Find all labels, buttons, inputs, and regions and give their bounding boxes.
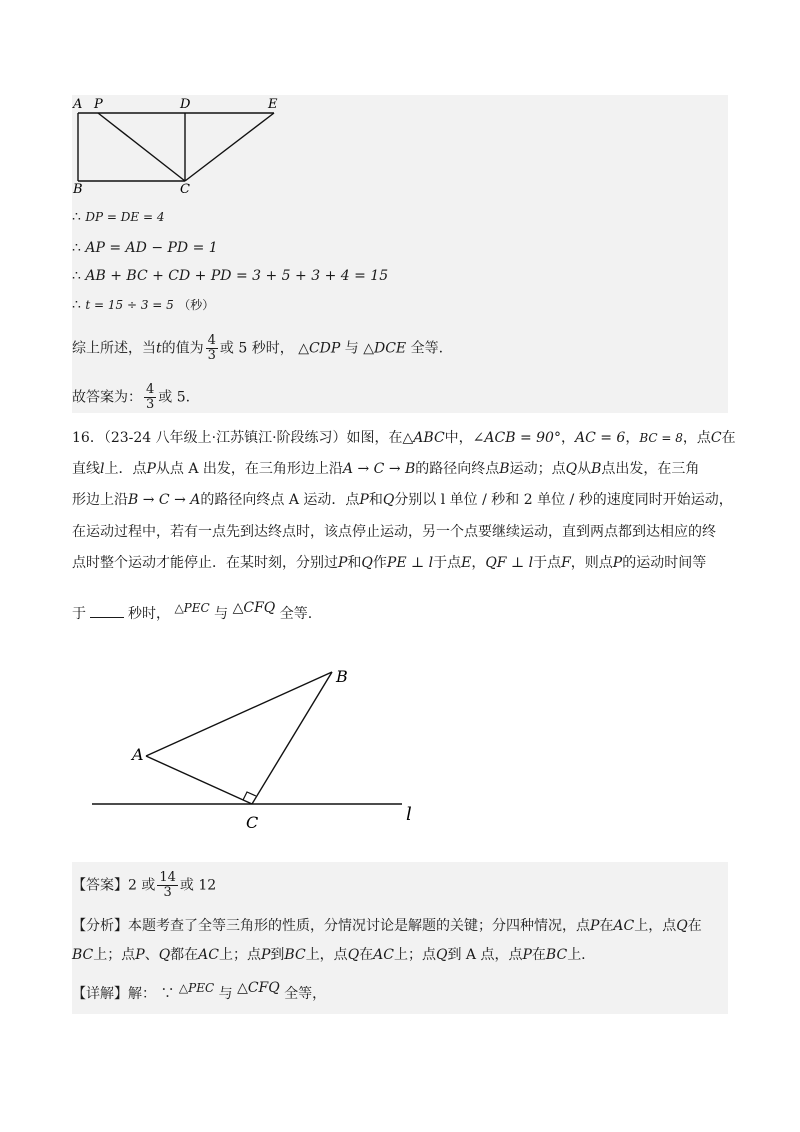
label-C: C [180,182,190,195]
frac-num: 4 [207,333,216,348]
text: 上；点 [219,947,261,963]
seg-ac: AC [373,947,394,963]
point-q: Q [347,947,360,963]
perp-qf: QF ⊥ l [485,555,534,571]
text: 秒时， [128,606,170,622]
var-t: t [156,340,162,357]
len-bc: BC = 8 [639,431,683,445]
answer-line [72,383,190,412]
point-p: P [612,555,623,571]
point-q: Q [361,555,373,571]
text: 上，点 [634,918,677,934]
because-symbol: ∵ [160,986,175,1002]
figure-triangle-abc [80,660,440,840]
point-q: Q [436,947,448,963]
point-f: F [561,555,571,571]
triangle-pec: △PEC [178,981,215,995]
text: 全等. [279,606,313,622]
text: 的路径向终点 A 运动．点 [200,492,360,508]
text: 作 [372,555,387,571]
text: 形边上沿 [72,492,128,508]
seg-bc: BC [545,947,568,963]
triangle-dce: △DCE [363,340,407,357]
conclusion-line [72,334,443,363]
label-l: l [406,804,412,825]
analysis-line-1 [72,916,702,936]
text: 在 [687,918,702,934]
text: ， [471,555,486,571]
step-2 [72,238,218,258]
word-yu: 与 [344,340,359,357]
step-4 [72,295,214,315]
text: 上. [567,947,586,963]
text: 的路径向终点 [415,461,500,477]
point-p: P [135,947,145,963]
answer-blank[interactable] [90,603,124,618]
text: 上；点 [93,947,136,963]
line-l: l [100,461,105,477]
conclusion-suffix: 全等. [410,340,444,357]
therefore-symbol: ∴ [72,209,81,225]
point-b: B [499,461,510,477]
step-1-expr: DP = DE = 4 [85,210,165,224]
seg-ac: AC [198,947,219,963]
seg-bc: BC [284,947,306,963]
text: ，则点 [570,555,613,571]
step-3 [72,266,388,286]
problem16-line-6 [72,600,313,624]
detail-line [72,980,327,1004]
text: 点时整个运动才能停止．在某时刻，分别过 [72,555,338,571]
step-4-expr: t = 15 ÷ 3 = 5 [85,298,174,312]
point-q: Q [382,492,395,508]
text: 本题考查了全等三角形的性质，分情况讨论是解题的关键；分四种情况，点 [128,918,590,934]
answer16-line [72,871,216,900]
label-D: D [180,97,191,112]
text: 到 A 点，点 [447,947,523,963]
point-p: P [338,555,348,571]
text: ，点 [682,430,711,446]
text: 在 [531,947,546,963]
point-e: E [461,555,472,571]
point-q: Q [565,461,578,477]
point-b: B [591,461,602,477]
text: 在运动过程中，若有一点先到达终点时，该点停止运动，另一个点要继续运动，直到两点都到达相应的终 [72,524,716,540]
frac-den: 3 [146,397,155,412]
text: 和 [368,492,383,508]
answer-v1: 2 或 [128,877,156,894]
triangle-abc: △ABC [402,430,445,446]
triangle-cfq: △CFQ [232,600,276,616]
perp-pe: PE ⊥ l [386,555,434,571]
text: 点出发，在三角 [601,461,700,477]
path-bca: B → C → A [128,492,201,508]
problem16-line-1 [72,428,736,448]
conclusion-mid: 的值为 [161,340,204,357]
text: 都在 [170,947,199,963]
text: 全等， [284,986,327,1002]
text: 中， [444,430,473,446]
detail-label: 【详解】 [72,986,128,1002]
step-2-expr: AP = AD − PD = 1 [85,240,218,256]
text: 在 [721,430,736,446]
text: 在 [359,947,374,963]
answer-prefix: 故答案为： [72,389,142,406]
point-p: P [146,461,156,477]
triangle-cfq: △CFQ [237,980,280,996]
frac-den: 3 [207,348,216,363]
label-E: E [268,97,278,112]
figure-rectangle-abcd [72,95,292,195]
frac-num: 14 [159,870,176,885]
label-C: C [246,813,259,832]
triangle-pec: △PEC [174,601,210,615]
frac-num: 4 [146,382,155,397]
text: 和 [347,555,362,571]
analysis-line-2 [72,945,586,965]
answer-v2: 或 12 [179,877,217,894]
text: 解： [128,986,156,1002]
text: 直线 [72,461,100,477]
seg-bc: BC [72,947,94,963]
text: ， [560,430,575,446]
fraction-fourteen-thirds [157,871,178,900]
text: 的运动时间等 [622,555,707,571]
point-q: Q [158,947,171,963]
conclusion-prefix: 综上所述，当 [72,340,156,357]
fraction-four-thirds [206,334,218,363]
text: 从点 A 出发，在三角形边上沿 [155,461,343,477]
text: 于点 [433,555,462,571]
label-P: P [94,97,103,112]
problem16-line-4 [72,522,716,542]
step-1 [72,207,164,227]
point-p: P [359,492,369,508]
point-p: P [261,947,271,963]
text: 从 [577,461,592,477]
conclusion-after-frac: 或 5 秒时， [219,340,294,357]
text: ， [625,430,640,446]
point-p: P [590,918,600,934]
therefore-symbol: ∴ [72,268,81,284]
label-A: A [73,97,83,112]
text: 上，点 [305,947,348,963]
text: 运动；点 [509,461,566,477]
frac-den: 3 [163,885,172,900]
problem16-line-3 [72,490,733,510]
analysis-label: 【分析】 [72,918,128,934]
label-A: A [132,745,144,764]
text: 分别以 l 单位 / 秒和 2 单位 / 秒的速度同时开始运动， [394,492,733,508]
text: 在 [599,918,614,934]
angle-acb: ∠ACB = 90° [472,430,561,446]
answer-suffix: 或 5. [158,389,191,406]
triangle-cdp: △CDP [298,340,341,357]
text: 于点 [533,555,562,571]
label-B: B [73,182,83,195]
text: 上；点 [394,947,436,963]
path-acb: A → C → B [342,461,416,477]
point-q: Q [676,918,688,934]
problem16-line-5 [72,553,706,573]
therefore-symbol: ∴ [72,240,81,256]
text: 上．点 [104,461,147,477]
step-3-expr: AB + BC + CD + PD = 3 + 5 + 3 + 4 = 15 [85,268,389,284]
text: 于 [72,606,86,622]
label-B: B [336,667,348,686]
problem16-line-2 [72,459,699,479]
step-4-unit: （秒） [178,298,215,312]
word-yu: 与 [218,986,233,1002]
therefore-symbol: ∴ [72,297,81,313]
text: 16．（23-24 八年级上·江苏镇江·阶段练习）如图，在 [72,430,403,446]
text: 、 [144,947,159,963]
seg-ac: AC [613,918,635,934]
point-c: C [710,430,722,446]
point-p: P [522,947,532,963]
len-ac: AC = 6 [574,430,626,446]
word-yu: 与 [214,606,229,622]
answer-label: 【答案】 [72,877,128,894]
text: 到 [270,947,285,963]
fraction-four-thirds [144,383,156,412]
